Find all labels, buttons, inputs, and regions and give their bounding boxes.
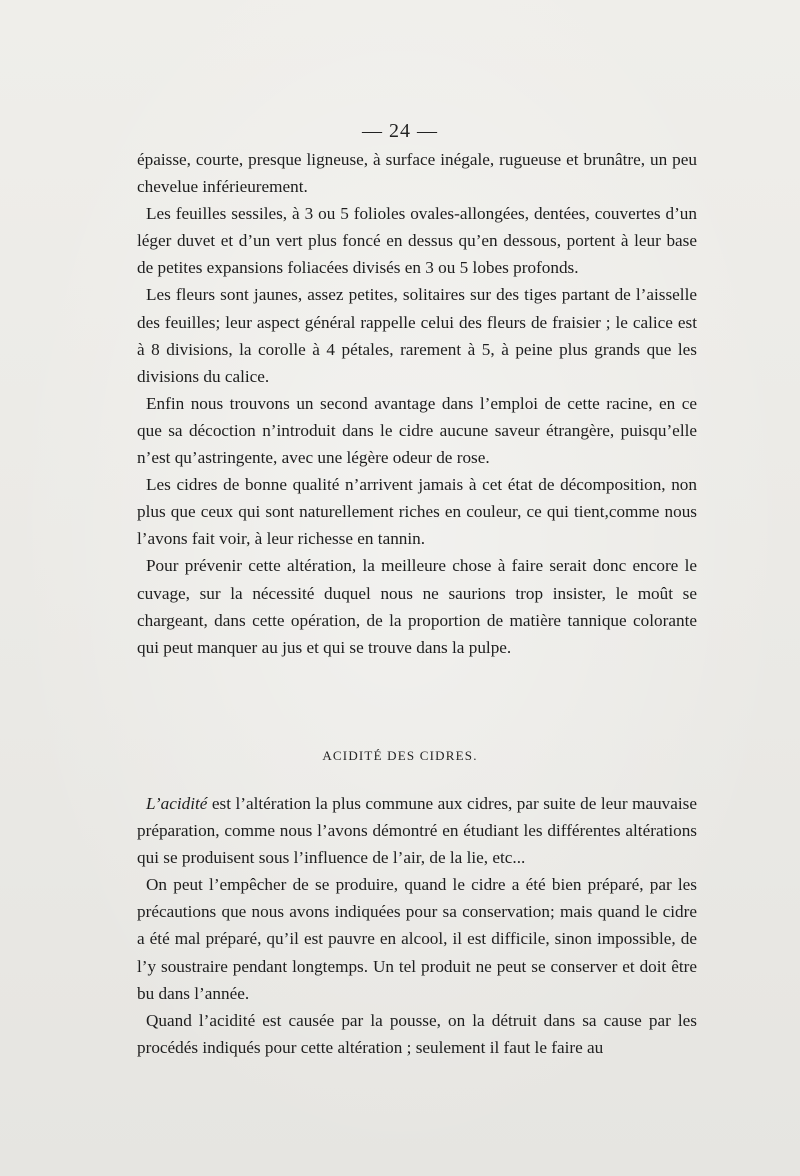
paragraph-4: Enfin nous trouvons un second avantage dans l’emploi de cette racine, en ce que sa décoction n’introduit dans le cidre aucune saveur étrangère, puisqu’elle n’est qu’astringente, avec une légère odeur de rose. <box>137 393 697 468</box>
body-text-bottom <box>137 790 697 1061</box>
paragraph-2: Les feuilles sessiles, à 3 ou 5 folioles ovales-allongées, dentées, couvertes d’un léger duvet et d’un vert plus foncé en dessus qu’en dessous, portent à leur base de petites expansions foliacées divisés en 3 ou 5 lobes profonds. <box>137 204 697 278</box>
italic-term: L’acidité <box>146 794 208 813</box>
paragraph-8: On peut l’empêcher de se produire, quand le cidre a été bien préparé, par les précautions que nous avons indiquées pour sa conservation; mais quand le cidre a été mal préparé, qu’il est pauvre en alcool, il est difficile, sinon impossible, de l’y soustraire pendant longtemps. Un tel produit ne peut se conserver et doit être bu dans l’année. <box>137 875 697 1003</box>
page-number: — 24 — <box>362 120 438 142</box>
paragraph-1: épaisse, courte, presque ligneuse, à surface inégale, rugueuse et brunâtre, un peu chevelue inférieurement. <box>137 150 697 197</box>
paragraph-3: Les fleurs sont jaunes, assez petites, solitaires sur des tiges partant de l’aisselle des feuilles; leur aspect général rappelle celui des fleurs de fraisier ; le calice est à 8 divisions, la corolle à 4 pétales, rarement à 5, à peine plus grands que les divisions du calice. <box>137 285 697 386</box>
body-text-top <box>137 146 697 661</box>
section-heading: ACIDITÉ DES CIDRES. <box>322 748 478 763</box>
paragraph-acidite <box>137 790 697 871</box>
paragraph-acidite-text: est l’altération la plus commune aux cidres, par suite de leur mauvaise préparation, comme nous l’avons démontré en étudiant les différentes altérations qui se produisent sous l’influence de l’air, de la lie, etc... <box>137 794 697 868</box>
paragraph-5: Les cidres de bonne qualité n’arrivent jamais à cet état de décomposition, non plus que ceux qui sont naturellement riches en couleur, ce qui tient,comme nous l’avons fait voir, à leur richesse en tannin. <box>137 475 697 549</box>
paragraph-9: Quand l’acidité est causée par la pousse, on la détruit dans sa cause par les procédés indiqués pour cette altération ; seulement il faut le faire au <box>137 1010 697 1057</box>
paragraph-6: Pour prévenir cette altération, la meilleure chose à faire serait donc encore le cuvage, sur la nécessité duquel nous ne saurions trop insister, le moût se chargeant, dans cette opération, de la proportion de matière tannique colorante qui peut manquer au jus et qui se trouve dans la pulpe. <box>137 556 697 657</box>
